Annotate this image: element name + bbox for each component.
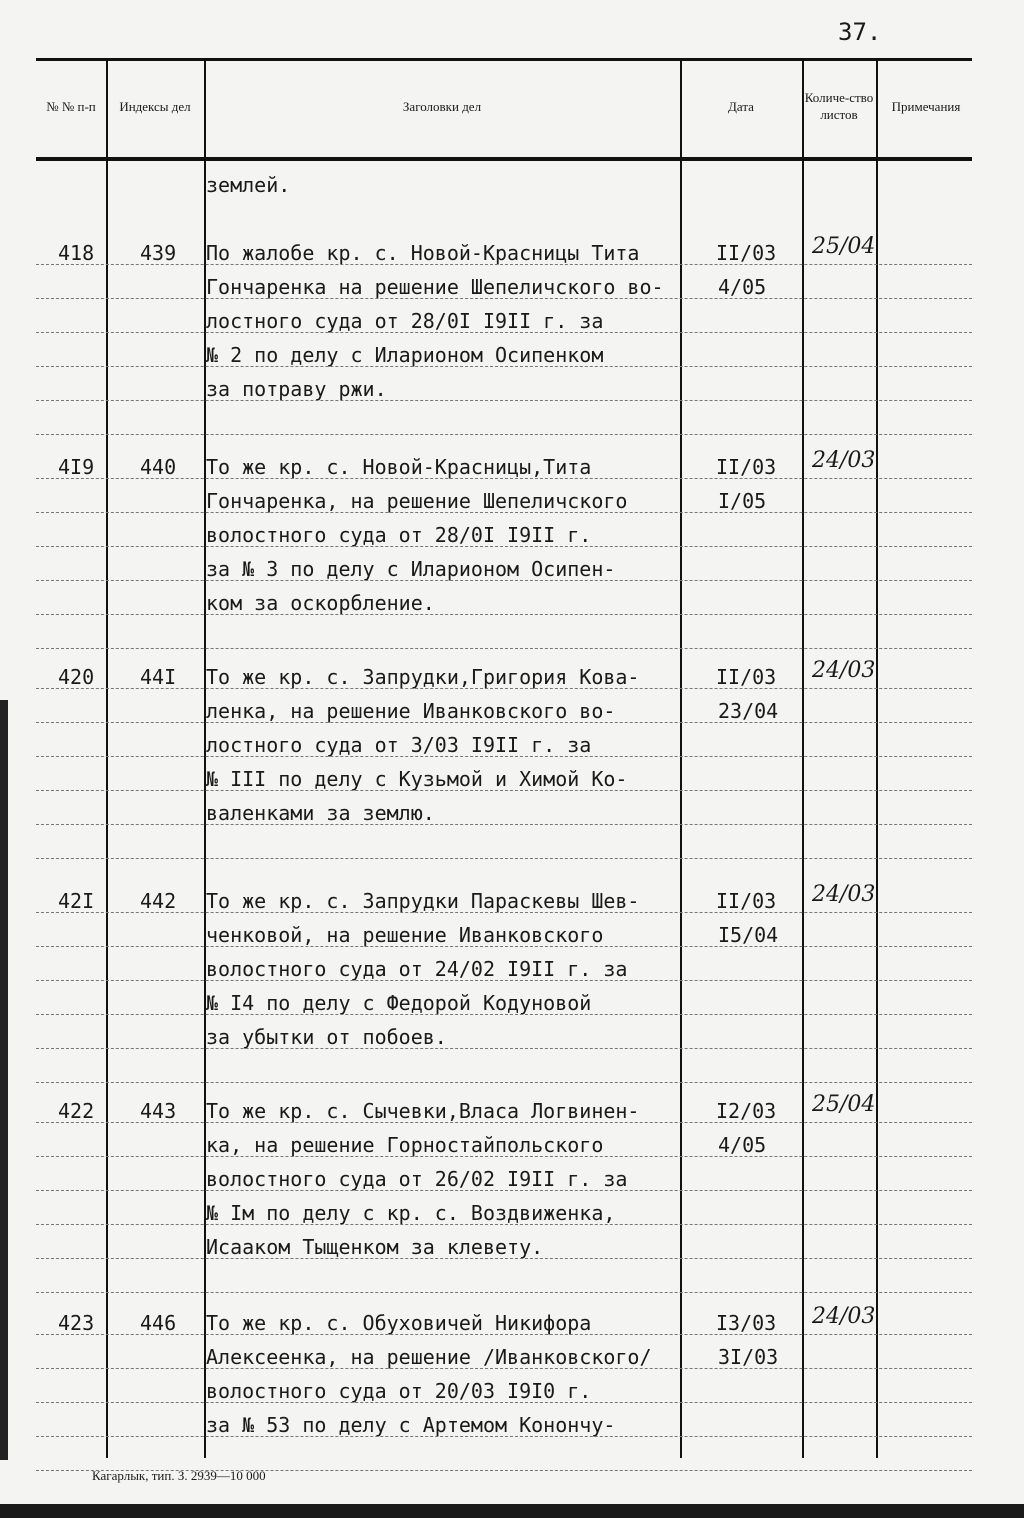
record-sheets-handwritten: 24/03	[812, 448, 876, 473]
record-date-start: I2/03	[716, 1099, 777, 1123]
record-title-line: за № 3 по делу с Иларионом Осипен-	[206, 557, 616, 581]
record-title-line: № I4 по делу с Федорой Кодуновой	[206, 991, 592, 1015]
ruled-line	[36, 790, 972, 791]
record-title-line: волостного суда от 28/0I I9II г.	[206, 523, 592, 547]
record-title-line: ченковой, на решение Иванковского	[206, 923, 604, 947]
ruled-line	[36, 512, 972, 513]
record-title-line: То же кр. с. Сычевки,Власа Логвинен-	[206, 1099, 640, 1123]
record-title-line: То же кр. с. Новой-Красницы,Тита	[206, 455, 592, 479]
ruled-line	[36, 580, 972, 581]
record-date-start: II/03	[716, 455, 777, 479]
record-date-end: I/05	[718, 489, 767, 513]
ruled-line	[36, 1156, 972, 1157]
record-date-start: II/03	[716, 665, 777, 689]
record-title-line: за потраву ржи.	[206, 377, 387, 401]
record-date-end: 4/05	[718, 1133, 767, 1157]
record-date-start: I3/03	[716, 1311, 777, 1335]
record-title-line: То же кр. с. Запрудки,Григория Кова-	[206, 665, 640, 689]
record-number: 42I	[58, 889, 95, 913]
header-no: № № п-п	[46, 98, 96, 114]
ruled-line	[36, 912, 972, 913]
record-title-line: Алексеенка, на решение /Иванковского/	[206, 1345, 652, 1369]
record-title-line: Гончаренка, на решение Шепеличского	[206, 489, 628, 513]
header-index: Индексы дел	[119, 98, 191, 114]
ruled-line	[36, 332, 972, 333]
record-number: 420	[58, 665, 95, 689]
ruled-line	[36, 1122, 972, 1123]
record-title-line: Исааком Тыщенком за клевету.	[206, 1235, 544, 1259]
record-index: 439	[140, 241, 177, 265]
record-title-line: ленка, на решение Иванковского во-	[206, 699, 616, 723]
record-index: 440	[140, 455, 177, 479]
continuation-text: землей.	[206, 173, 291, 197]
record-title-line: волостного суда от 24/02 I9II г. за	[206, 957, 628, 981]
record-date-end: 23/04	[718, 699, 779, 723]
record-title-line: волостного суда от 26/02 I9II г. за	[206, 1167, 628, 1191]
record-title-line: волостного суда от 20/03 I9I0 г.	[206, 1379, 592, 1403]
record-title-line: за убытки от побоев.	[206, 1025, 447, 1049]
ruled-line	[36, 1334, 972, 1335]
record-title-line: валенками за землю.	[206, 801, 435, 825]
record-title-line: ка, на решение Горностайпольского	[206, 1133, 604, 1157]
record-index: 442	[140, 889, 177, 913]
record-sheets-handwritten: 25/04	[812, 1092, 876, 1117]
ruled-line	[36, 366, 972, 367]
record-date-end: I5/04	[718, 923, 779, 947]
ruled-line	[36, 1224, 972, 1225]
ruled-line	[36, 688, 972, 689]
ruled-line	[36, 1190, 972, 1191]
header-title: Заголовки дел	[402, 98, 482, 114]
ruled-line	[36, 1368, 972, 1369]
record-number: 423	[58, 1311, 95, 1335]
ruled-line	[36, 648, 972, 649]
record-sheets-handwritten: 25/04	[812, 234, 876, 259]
record-sheets-handwritten: 24/03	[812, 882, 876, 907]
printer-footer: Кагарлык, тип. З. 2939—10 000	[92, 1468, 266, 1483]
ruled-line	[36, 1402, 972, 1403]
ruled-line	[36, 434, 972, 435]
ruled-line	[36, 824, 972, 825]
scan-edge	[0, 1504, 1024, 1518]
record-sheets-handwritten: 24/03	[812, 658, 876, 683]
record-date-start: II/03	[716, 889, 777, 913]
scan-edge-left	[0, 700, 8, 1460]
ruled-line	[36, 298, 972, 299]
record-title-line: за № 53 по делу с Артемом Конончу-	[206, 1413, 616, 1437]
ruled-line	[36, 946, 972, 947]
record-title-line: № III по делу с Кузьмой и Химой Ко-	[206, 767, 628, 791]
record-title-line: То же кр. с. Запрудки Параскевы Шев-	[206, 889, 640, 913]
record-title-line: По жалобе кр. с. Новой-Красницы Тита	[206, 241, 640, 265]
record-title-line: ком за оскорбление.	[206, 591, 435, 615]
record-number: 422	[58, 1099, 95, 1123]
record-date-end: 3I/03	[718, 1345, 779, 1369]
record-date-end: 4/05	[718, 275, 767, 299]
ruled-line	[36, 264, 972, 265]
ruled-line	[36, 722, 972, 723]
record-title-line: То же кр. с. Обуховичей Никифора	[206, 1311, 592, 1335]
ruled-line	[36, 1292, 972, 1293]
ruled-line	[36, 546, 972, 547]
record-number: 4I9	[58, 455, 95, 479]
ruled-line	[36, 478, 972, 479]
header-sheets: Количе-ство листов	[804, 90, 874, 122]
record-title-line: № 2 по делу с Иларионом Осипенком	[206, 343, 604, 367]
ruled-line	[36, 1258, 972, 1259]
ruled-line	[36, 1048, 972, 1049]
ruled-line	[36, 858, 972, 859]
header-date: Дата	[728, 98, 754, 114]
record-title-line: лостного суда от 28/0I I9II г. за	[206, 309, 604, 333]
ruled-line	[36, 1082, 972, 1083]
record-sheets-handwritten: 24/03	[812, 1304, 876, 1329]
record-date-start: II/03	[716, 241, 777, 265]
ruled-line	[36, 1436, 972, 1437]
record-index: 44I	[140, 665, 177, 689]
header-notes: Примечания	[891, 98, 961, 114]
ruled-line	[36, 756, 972, 757]
record-title-line: Гончаренка на решение Шепеличского во-	[206, 275, 664, 299]
record-number: 418	[58, 241, 95, 265]
record-title-line: лостного суда от 3/03 I9II г. за	[206, 733, 592, 757]
record-title-line: № Iм по делу с кр. с. Воздвиженка,	[206, 1201, 616, 1225]
ruled-line	[36, 614, 972, 615]
record-index: 443	[140, 1099, 177, 1123]
ruled-line	[36, 1014, 972, 1015]
record-index: 446	[140, 1311, 177, 1335]
ruled-line	[36, 400, 972, 401]
ruled-line	[36, 980, 972, 981]
page-number: 37.	[838, 18, 882, 46]
